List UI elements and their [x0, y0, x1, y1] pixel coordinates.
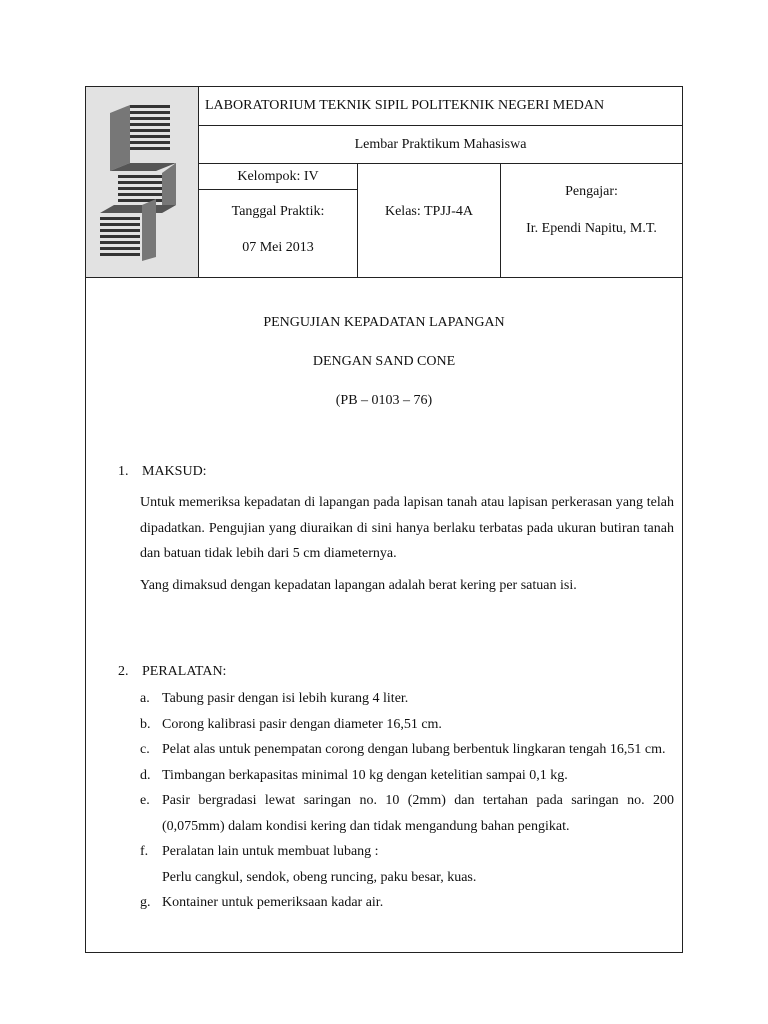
pengajar-cell [501, 164, 682, 277]
header-table [86, 87, 682, 278]
section-maksud [118, 464, 674, 594]
list-text: Timbangan berkapasitas minimal 10 kg dengan ketelitian sampai 0,1 kg. [162, 767, 568, 783]
polmed-logo-icon [96, 101, 188, 261]
list-letter: c. [140, 742, 150, 757]
section-peralatan [118, 664, 674, 916]
document-page [85, 86, 683, 953]
document-title [86, 315, 682, 432]
list-item [140, 712, 674, 738]
list-item [140, 686, 674, 712]
institution-title: LABORATORIUM TEKNIK SIPIL POLITEKNIK NEGERI MEDAN [199, 87, 682, 126]
section-number: 2. [118, 664, 129, 679]
maksud-paragraph-1: Untuk memeriksa kepadatan di lapangan pada lapisan tanah atau lapisan perkerasan yang telah dipadatkan. Pengujian yang diuraikan di sini hanya berlaku terbatas pada ukuran butiran tanah dan batuan tidak lebih dari 5 cm diameternya. [140, 495, 674, 561]
kelompok-label: Kelompok: IV [199, 164, 357, 190]
sheet-title: Lembar Praktikum Mahasiswa [199, 126, 682, 164]
list-text: Peralatan lain untuk membuat lubang : [162, 844, 379, 859]
list-letter: a. [140, 691, 150, 706]
title-line-1: PENGUJIAN KEPADATAN LAPANGAN [263, 315, 505, 330]
title-line-3: (PB – 0103 – 76) [335, 393, 433, 408]
list-item-sub [140, 865, 674, 891]
section-heading [118, 464, 674, 480]
pengajar-name: Ir. Ependi Napitu, M.T. [526, 221, 657, 236]
list-letter: f. [140, 844, 149, 859]
list-indent [140, 865, 162, 891]
info-cells [199, 164, 682, 277]
list-item [140, 763, 674, 789]
group-date-cell [199, 164, 358, 277]
tanggal-label: Tanggal Praktik: [231, 204, 325, 219]
list-letter: b. [140, 716, 151, 732]
kelas-cell [358, 164, 501, 277]
section-title: MAKSUD: [142, 464, 207, 479]
maksud-paragraph-2: Yang dimaksud dengan kepadatan lapangan adalah berat kering per satuan isi. [140, 577, 577, 593]
list-item [140, 788, 674, 839]
tanggal-value: 07 Mei 2013 [242, 240, 314, 255]
logo-cell [86, 87, 199, 277]
list-text: Corong kalibrasi pasir dengan diameter 16,51 cm. [162, 716, 442, 732]
list-text: Pasir bergradasi lewat saringan no. 10 (2mm) dan tertahan pada saringan no. 200 (0,075mm) dalam kondisi kering dan tidak mengandung bahan pengikat. [162, 793, 674, 834]
list-text: Pelat alas untuk penempatan corong dengan lubang berbentuk lingkaran tengah 16,51 cm. [162, 742, 666, 757]
list-letter: e. [140, 793, 150, 808]
section-heading [118, 664, 674, 680]
equipment-list [140, 686, 674, 916]
list-text: Kontainer untuk pemeriksaan kadar air. [162, 895, 384, 910]
list-subtext: Perlu cangkul, sendok, obeng runcing, paku besar, kuas. [162, 869, 477, 885]
pengajar-label: Pengajar: [565, 184, 618, 199]
kelas-label: Kelas: TPJJ-4A [384, 204, 474, 219]
title-line-2: DENGAN SAND CONE [312, 354, 456, 369]
list-item [140, 737, 674, 763]
list-text: Tabung pasir dengan isi lebih kurang 4 liter. [162, 691, 409, 706]
list-letter: g. [140, 895, 151, 910]
section-number: 1. [118, 464, 129, 479]
list-item [140, 839, 674, 865]
section-title: PERALATAN: [142, 664, 227, 679]
list-letter: d. [140, 767, 151, 783]
list-item [140, 890, 674, 916]
